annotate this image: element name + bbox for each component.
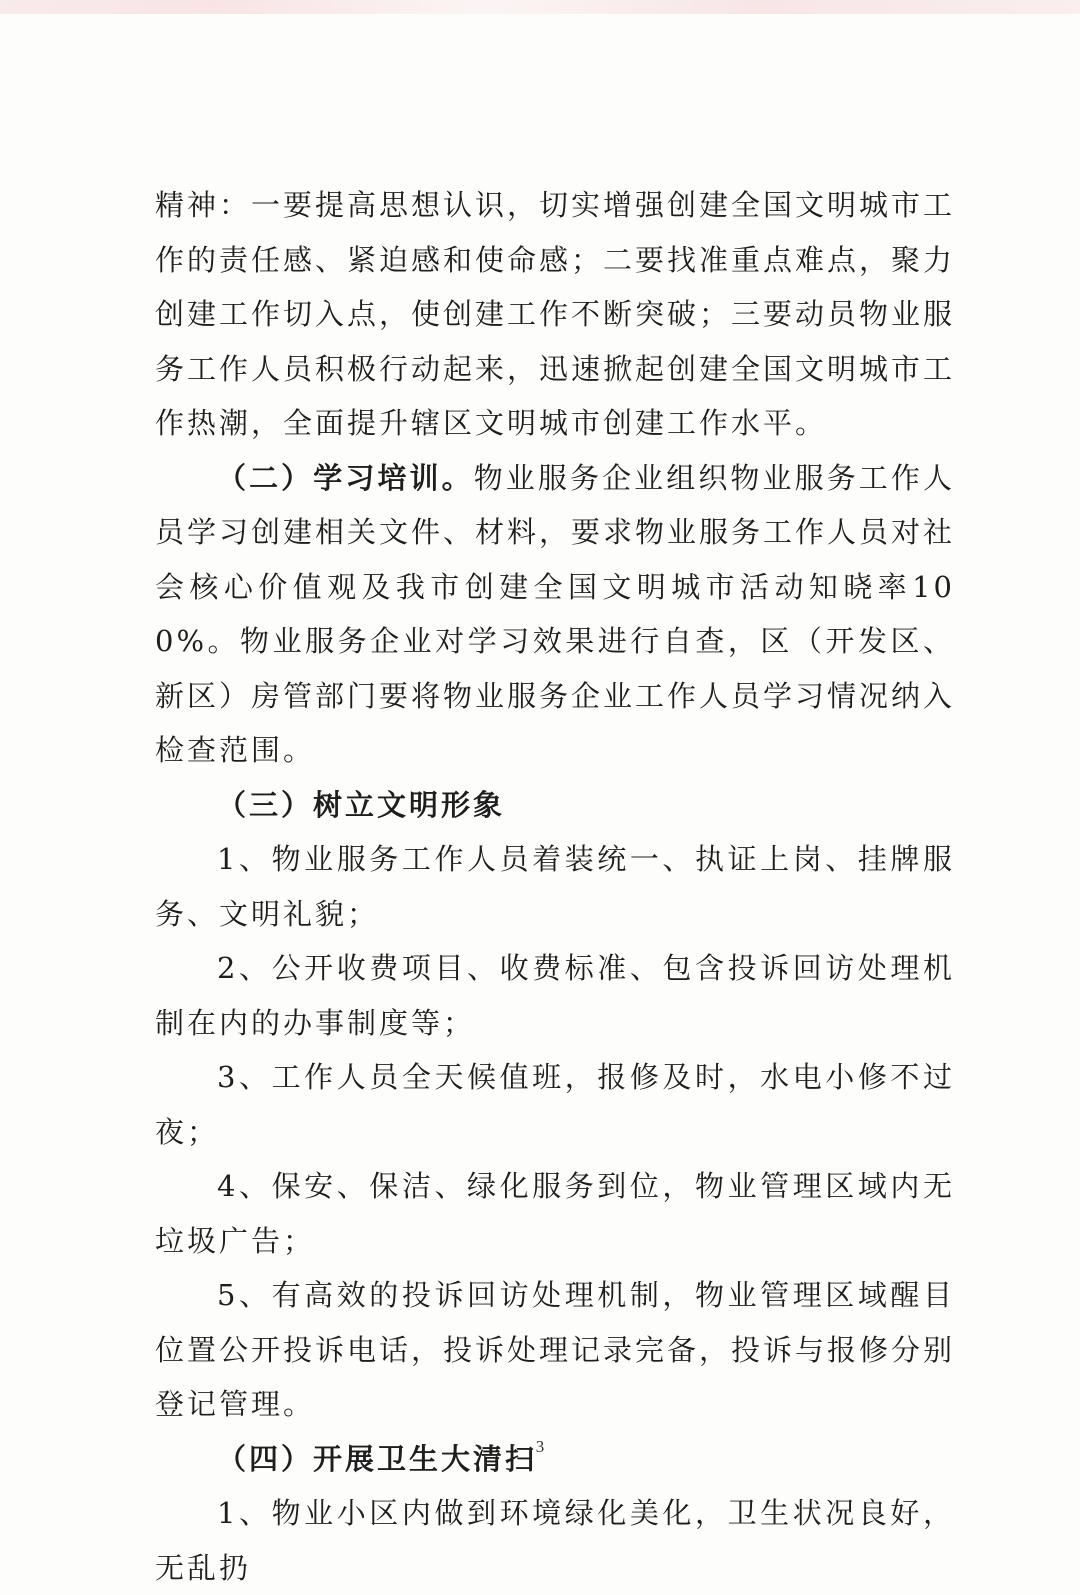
- list-item-3: [155, 1050, 955, 1159]
- list-item-5: [155, 1268, 955, 1432]
- list-item-4: [155, 1159, 955, 1268]
- list-item-cleaning-1: [155, 1486, 955, 1595]
- section-heading-2: （二）学习培训。: [217, 460, 474, 495]
- page-number: 3: [535, 1437, 545, 1456]
- document-page: [155, 178, 955, 1595]
- list-item-text: 4、保安、保洁、绿化服务到位，物业管理区域内无垃圾广告；: [155, 1169, 955, 1258]
- paragraph-intro: [155, 178, 955, 451]
- list-item-text: 1、物业服务工作人员着装统一、执证上岗、挂牌服务、文明礼貌；: [155, 842, 955, 931]
- list-item-1: [155, 832, 955, 941]
- list-item-text: 2、公开收费项目、收费标准、包含投诉回访处理机制在内的办事制度等；: [155, 951, 955, 1040]
- list-item-text: 1、物业小区内做到环境绿化美化，卫生状况良好，无乱扔: [155, 1496, 955, 1585]
- paragraph-text: 精神：一要提高思想认识，切实增强创建全国文明城市工作的责任感、紧迫感和使命感；二要找准重点难点，聚力创建工作切入点，使创建工作不断突破；三要动员物业服务工作人员积极行动起来，迅速掀起创建全国文明城市工作热潮，全面提升辖区文明城市创建工作水平。: [155, 188, 956, 440]
- paragraph-study-training: [155, 451, 955, 778]
- list-item-2: [155, 941, 955, 1050]
- scan-top-edge: [0, 0, 1080, 14]
- paragraph-civil-image-heading: [155, 778, 955, 833]
- paragraph-text: 物业服务企业组织物业服务工作人员学习创建相关文件、材料，要求物业服务工作人员对社会核心价值观及我市创建全国文明城市活动知晓率100%。物业服务企业对学习效果进行自查，区（开发区、新区）房管部门要将物业服务企业工作人员学习情况纳入检查范围。: [155, 460, 956, 767]
- list-item-text: 5、有高效的投诉回访处理机制，物业管理区域醒目位置公开投诉电话，投诉处理记录完备，投诉与报修分别登记管理。: [155, 1278, 956, 1421]
- list-item-text: 3、工作人员全天候值班，报修及时，水电小修不过夜；: [155, 1060, 955, 1149]
- section-heading-3: （三）树立文明形象: [217, 787, 506, 822]
- section-heading-4: （四）开展卫生大清扫: [217, 1441, 538, 1476]
